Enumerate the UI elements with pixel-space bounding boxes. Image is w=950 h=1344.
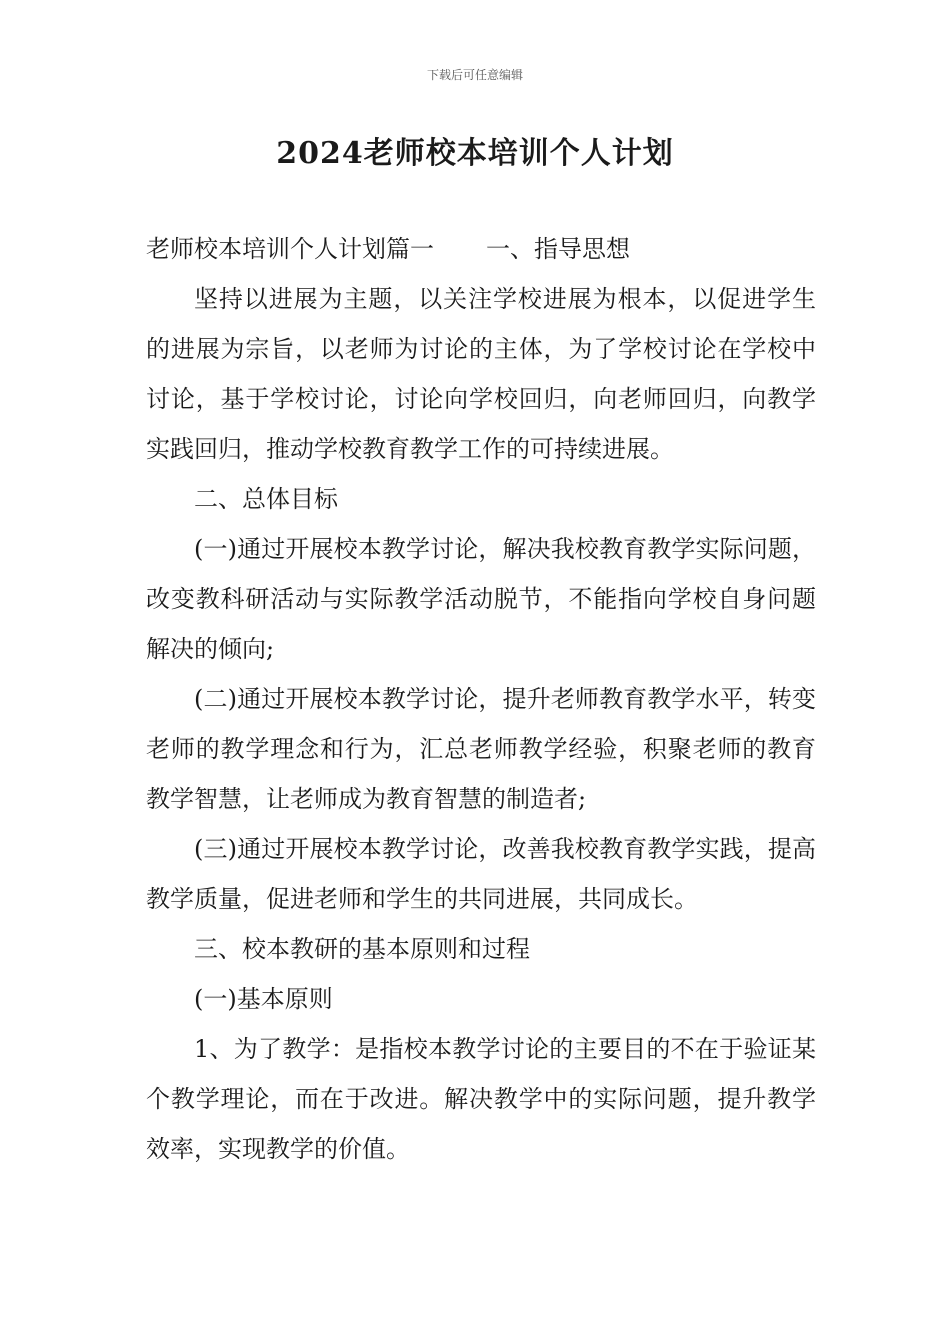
paragraph-goal-3: (三)通过开展校本教学讨论，改善我校教育教学实践，提高教学质量，促进老师和学生的共同进展，共同成长。 xyxy=(146,835,816,913)
section-heading-principles: 三、校本教研的基本原则和过程 xyxy=(194,935,530,963)
paragraph-guiding-thought: 坚持以进展为主题，以关注学校进展为根本，以促进学生的进展为宗旨，以老师为讨论的主体，为了学校讨论在学校中讨论，基于学校讨论，讨论向学校回归，向老师回归，向教学实践回归，推动学校教育教学工作的可持续进展。 xyxy=(146,285,816,463)
subsection-heading-basic-principles: (一)基本原则 xyxy=(194,985,333,1013)
section-heading-plan: 老师校本培训个人计划篇一 xyxy=(146,235,434,263)
document-title: 2024老师校本培训个人计划 xyxy=(276,136,674,171)
paragraph-goal-1: (一)通过开展校本教学讨论，解决我校教育教学实际问题，改变教科研活动与实际教学活动脱节，不能指向学校自身问题解决的倾向; xyxy=(146,535,816,663)
header-note: 下载后可任意编辑 xyxy=(426,68,523,82)
section-heading-overall-goals: 二、总体目标 xyxy=(194,485,338,513)
document-body xyxy=(146,224,816,1174)
section-heading-guiding-thought: 一、指导思想 xyxy=(486,235,630,263)
paragraph-goal-2: (二)通过开展校本教学讨论，提升老师教育教学水平，转变老师的教学理念和行为，汇总老师教学经验，积聚老师的教育教学智慧，让老师成为教育智慧的制造者; xyxy=(146,685,816,813)
paragraph-principle-1: 1、为了教学：是指校本教学讨论的主要目的不在于验证某个教学理论，而在于改进。解决教学中的实际问题，提升教学效率，实现教学的价值。 xyxy=(146,1035,816,1163)
first-line xyxy=(146,224,816,274)
